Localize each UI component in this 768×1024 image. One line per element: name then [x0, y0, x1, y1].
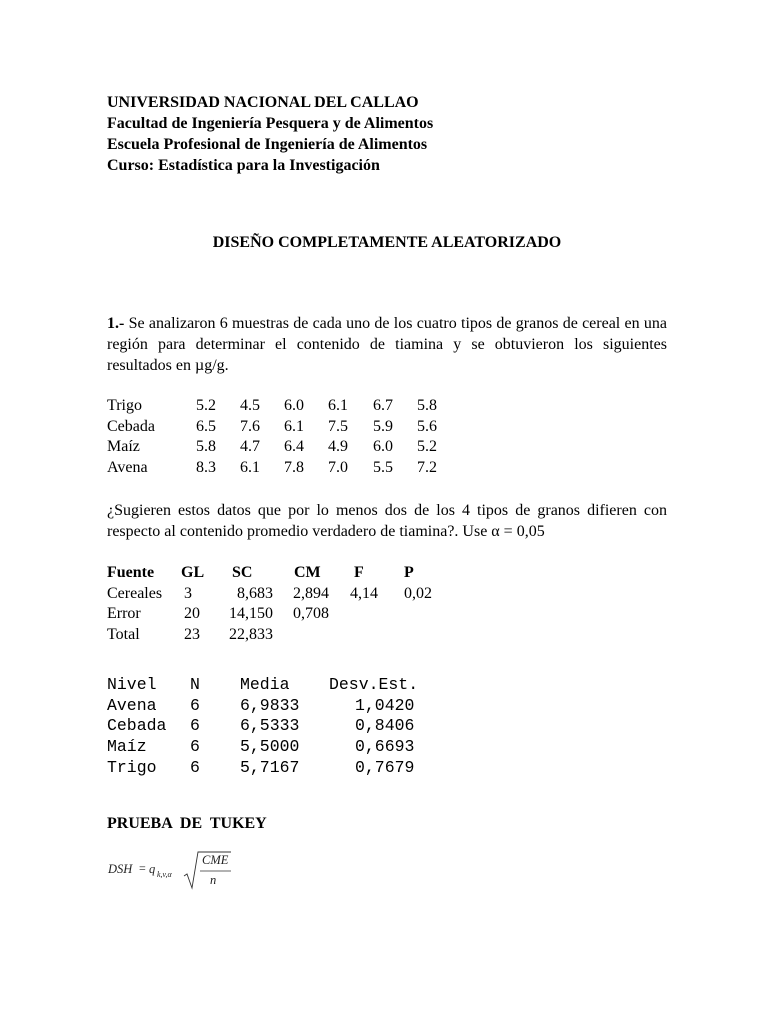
- document-header: [107, 92, 433, 176]
- summary-sd: 0,6693: [355, 737, 415, 757]
- summary-n: 6: [190, 757, 200, 777]
- summary-mean: 6,9833: [240, 695, 300, 715]
- anova-cm: 2,894: [293, 584, 329, 602]
- anova-f: 4,14: [350, 584, 378, 602]
- data-value: 4.7: [240, 438, 260, 456]
- summary-level: Trigo: [107, 757, 157, 777]
- tukey-title: PRUEBA DE TUKEY: [107, 815, 267, 832]
- university-name: UNIVERSIDAD NACIONAL DEL CALLAO: [107, 94, 419, 111]
- summary-sd: 1,0420: [355, 695, 415, 715]
- column-header: F: [354, 564, 364, 581]
- data-value: 7.8: [284, 459, 304, 477]
- column-header: CM: [294, 564, 321, 581]
- anova-sc: 14,150: [229, 605, 273, 623]
- data-value: 7.5: [328, 417, 348, 435]
- data-value: 5.6: [417, 417, 437, 435]
- data-value: 5.8: [417, 397, 437, 414]
- summary-mean: 5,7167: [240, 757, 300, 777]
- column-header: GL: [181, 564, 205, 581]
- formula-numerator: CME: [202, 853, 229, 867]
- data-value: 6.0: [373, 438, 393, 456]
- data-value: 6.7: [373, 397, 393, 414]
- data-value: 6.1: [328, 397, 348, 414]
- data-value: 5.9: [373, 417, 393, 435]
- summary-sd: 0,7679: [355, 757, 415, 777]
- summary-mean: 6,5333: [240, 716, 300, 736]
- formula-denominator: n: [210, 873, 217, 887]
- data-value: 5.5: [373, 459, 393, 477]
- grain-name: Maíz: [107, 438, 140, 456]
- summary-n: 6: [190, 737, 200, 757]
- formula-q: q: [149, 862, 156, 876]
- column-header: P: [404, 564, 414, 581]
- summary-level: Maíz: [107, 737, 147, 757]
- anova-gl: 20: [184, 605, 200, 623]
- data-value: 6.1: [284, 417, 304, 435]
- data-value: 7.6: [240, 417, 260, 435]
- anova-sc: 8,683: [237, 584, 273, 602]
- anova-source: Cereales: [107, 584, 163, 602]
- summary-level: Cebada: [107, 716, 167, 736]
- grain-name: Trigo: [107, 397, 142, 414]
- summary-sd: 0,8406: [355, 716, 415, 736]
- column-header: Media: [240, 675, 290, 694]
- column-header: Fuente: [107, 564, 155, 581]
- formula-lhs: DSH: [108, 862, 133, 876]
- data-value: 4.5: [240, 397, 260, 414]
- problem-statement: [107, 313, 667, 376]
- anova-gl: 3: [184, 584, 192, 602]
- anova-cm: 0,708: [293, 605, 329, 623]
- grain-name: Avena: [107, 459, 148, 477]
- anova-gl: 23: [184, 626, 200, 644]
- anova-sc: 22,833: [229, 626, 273, 644]
- data-value: 7.0: [328, 459, 348, 477]
- column-header: N: [190, 675, 200, 694]
- data-value: 4.9: [328, 438, 348, 456]
- anova-source: Error: [107, 605, 141, 623]
- summary-level: Avena: [107, 695, 157, 715]
- data-value: 5.2: [196, 397, 216, 414]
- data-value: 6.5: [196, 417, 216, 435]
- faculty-name: Facultad de Ingeniería Pesquera y de Alimentos: [107, 115, 434, 132]
- data-value: 8.3: [196, 459, 216, 477]
- column-header: Nivel: [107, 675, 157, 694]
- document-title: DISEÑO COMPLETAMENTE ALEATORIZADO: [212, 234, 562, 251]
- data-value: 6.0: [284, 397, 304, 414]
- column-header: SC: [232, 564, 253, 581]
- data-value: 6.4: [284, 438, 304, 456]
- grain-name: Cebada: [107, 417, 155, 435]
- column-header: Desv.Est.: [329, 675, 419, 694]
- data-value: 5.8: [196, 438, 216, 456]
- anova-source: Total: [107, 626, 140, 644]
- formula-equals: =: [139, 861, 146, 875]
- data-value: 5.2: [417, 438, 437, 456]
- data-value: 7.2: [417, 459, 437, 477]
- question-text: ¿Sugieren estos datos que por lo menos dos de los 4 tipos de granos difieren con respecto al contenido promedio verdadero de tiamina?. Use α = 0,05: [107, 502, 667, 540]
- course-name: Curso: Estadística para la Investigación: [107, 157, 380, 174]
- data-value: 6.1: [240, 459, 260, 477]
- anova-p: 0,02: [404, 584, 432, 602]
- summary-n: 6: [190, 716, 200, 736]
- formula-subscript: k,v,α: [157, 870, 172, 879]
- problem-number: 1.-: [107, 315, 125, 332]
- problem-text: Se analizaron 6 muestras de cada uno de los cuatro tipos de granos de cereal en una región para determinar el contenido de tiamina y se obtuvieron los siguientes resultados en µg/g.: [107, 315, 667, 374]
- summary-n: 6: [190, 695, 200, 715]
- tukey-formula: [107, 848, 247, 892]
- school-name: Escuela Profesional de Ingeniería de Alimentos: [107, 136, 428, 153]
- summary-mean: 5,5000: [240, 737, 300, 757]
